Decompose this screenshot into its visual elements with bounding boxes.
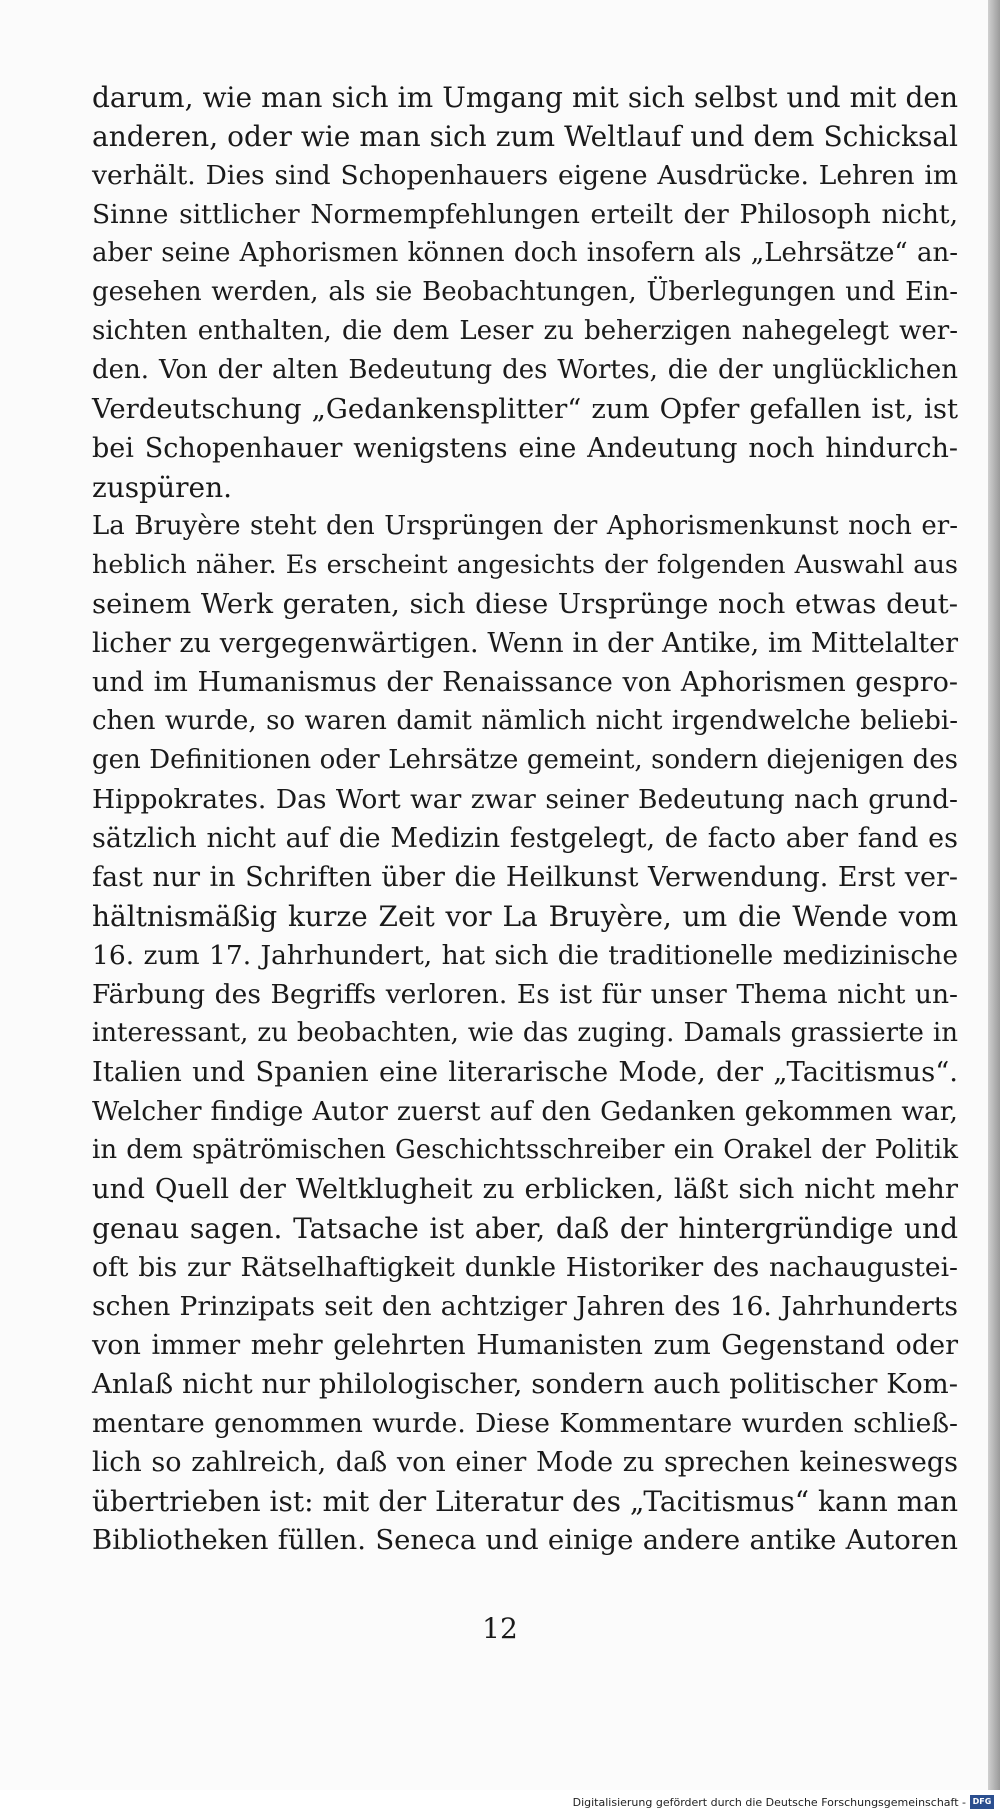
text-line: Verdeutschung „Gedankensplitter“ zum Opfer gefallen ist, ist (92, 393, 958, 425)
text-line: sichten enthalten, die dem Leser zu beherzigen nahegelegt wer- (92, 316, 958, 346)
text-line: Sinne sittlicher Normempfehlungen erteilt der Philosoph nicht, (92, 199, 958, 230)
text-line: Hippokrates. Das Wort war zwar seiner Bedeutung nach grund- (92, 784, 958, 815)
digitization-credit: Digitalisierung gefördert durch die Deutsche Forschungsgemeinschaft - (572, 1796, 966, 1809)
text-line: Anlaß nicht nur philologischer, sondern auch politischer Kom- (92, 1368, 958, 1400)
text-line: Bibliotheken füllen. Seneca und einige andere antike Autoren (92, 1524, 958, 1556)
text-line: 16. zum 17. Jahrhundert, hat sich die traditionelle medizinische (92, 940, 958, 971)
text-line: bei Schopenhauer wenigstens eine Andeutung noch hindurch- (92, 433, 958, 464)
text-line: den. Von der alten Bedeutung des Wortes, die der unglücklichen (92, 355, 958, 385)
paragraph-1 (92, 78, 958, 507)
text-line: und Quell der Weltklugheit zu erblicken, läßt sich nicht mehr (92, 1173, 958, 1205)
text-line: oft bis zur Rätselhaftigkeit dunkle Historiker des nachaugustei- (92, 1252, 958, 1283)
text-line: licher zu vergegenwärtigen. Wenn in der Antike, im Mittelalter (92, 628, 958, 659)
text-line: genau sagen. Tatsache ist aber, daß der hintergründige und (92, 1212, 958, 1245)
text-line: Italien und Spanien eine literarische Mode, der „Tacitismus“. (92, 1056, 958, 1088)
text-line: anderen, oder wie man sich zum Weltlauf und dem Schicksal (92, 120, 958, 153)
page-edge-shadow (988, 0, 1000, 1790)
page-number: 12 (482, 1612, 518, 1645)
text-line: schen Prinzipats seit den achtziger Jahren des 16. Jahrhunderts (92, 1291, 958, 1322)
text-line: heblich näher. Es erscheint angesichts der folgenden Auswahl aus (92, 550, 958, 580)
paragraph-2 (92, 507, 958, 1560)
text-line: gen Definitionen oder Lehrsätze gemeint, sondern diejenigen des (92, 745, 958, 775)
text-line: darum, wie man sich im Umgang mit sich selbst und mit den (92, 81, 958, 114)
text-line: Färbung des Begriffs verloren. Es ist für unser Thema nicht un- (92, 979, 958, 1010)
text-line: verhält. Dies sind Schopenhauers eigene Ausdrücke. Lehren im (92, 160, 958, 191)
text-line: gesehen werden, als sie Beobachtungen, Überlegungen und Ein- (92, 277, 958, 307)
text-line: aber seine Aphorismen können doch insofern als „Lehrsätze“ an- (92, 238, 958, 268)
text-line: von immer mehr gelehrten Humanisten zum Gegenstand oder (92, 1330, 958, 1361)
text-line: zuspüren. (92, 471, 232, 504)
text-line: in dem spätrömischen Geschichtsschreiber ein Orakel der Politik (92, 1135, 958, 1165)
text-line: lich so zahlreich, daß von einer Mode zu sprechen keineswegs (92, 1447, 958, 1478)
text-line: seinem Werk geraten, sich diese Ursprünge noch etwas deut- (92, 588, 958, 620)
text-line: hältnismäßig kurze Zeit vor La Bruyère, um die Wende vom (92, 900, 958, 933)
body-text (92, 78, 958, 1560)
text-line: und im Humanismus der Renaissance von Aphorismen gespro- (92, 667, 958, 698)
text-line: La Bruyère steht den Ursprüngen der Aphorismenkunst noch er- (92, 511, 958, 541)
text-line: übertrieben ist: mit der Literatur des „Tacitismus“ kann man (92, 1485, 958, 1518)
text-line: fast nur in Schriften über die Heilkunst Verwendung. Erst ver- (92, 862, 958, 893)
text-line: mentare genommen wurde. Diese Kommentare wurden schließ- (92, 1408, 958, 1439)
text-line: chen wurde, so waren damit nämlich nicht irgendwelche beliebi- (92, 706, 958, 736)
text-line: interessant, zu beobachten, wie das zuging. Damals grassierte in (92, 1018, 958, 1048)
text-line: Welcher findige Autor zuerst auf den Gedanken gekommen war, (92, 1096, 958, 1127)
dfg-logo-icon: DFG (970, 1795, 994, 1809)
text-line: sätzlich nicht auf die Medizin festgelegt, de facto aber fand es (92, 823, 958, 854)
